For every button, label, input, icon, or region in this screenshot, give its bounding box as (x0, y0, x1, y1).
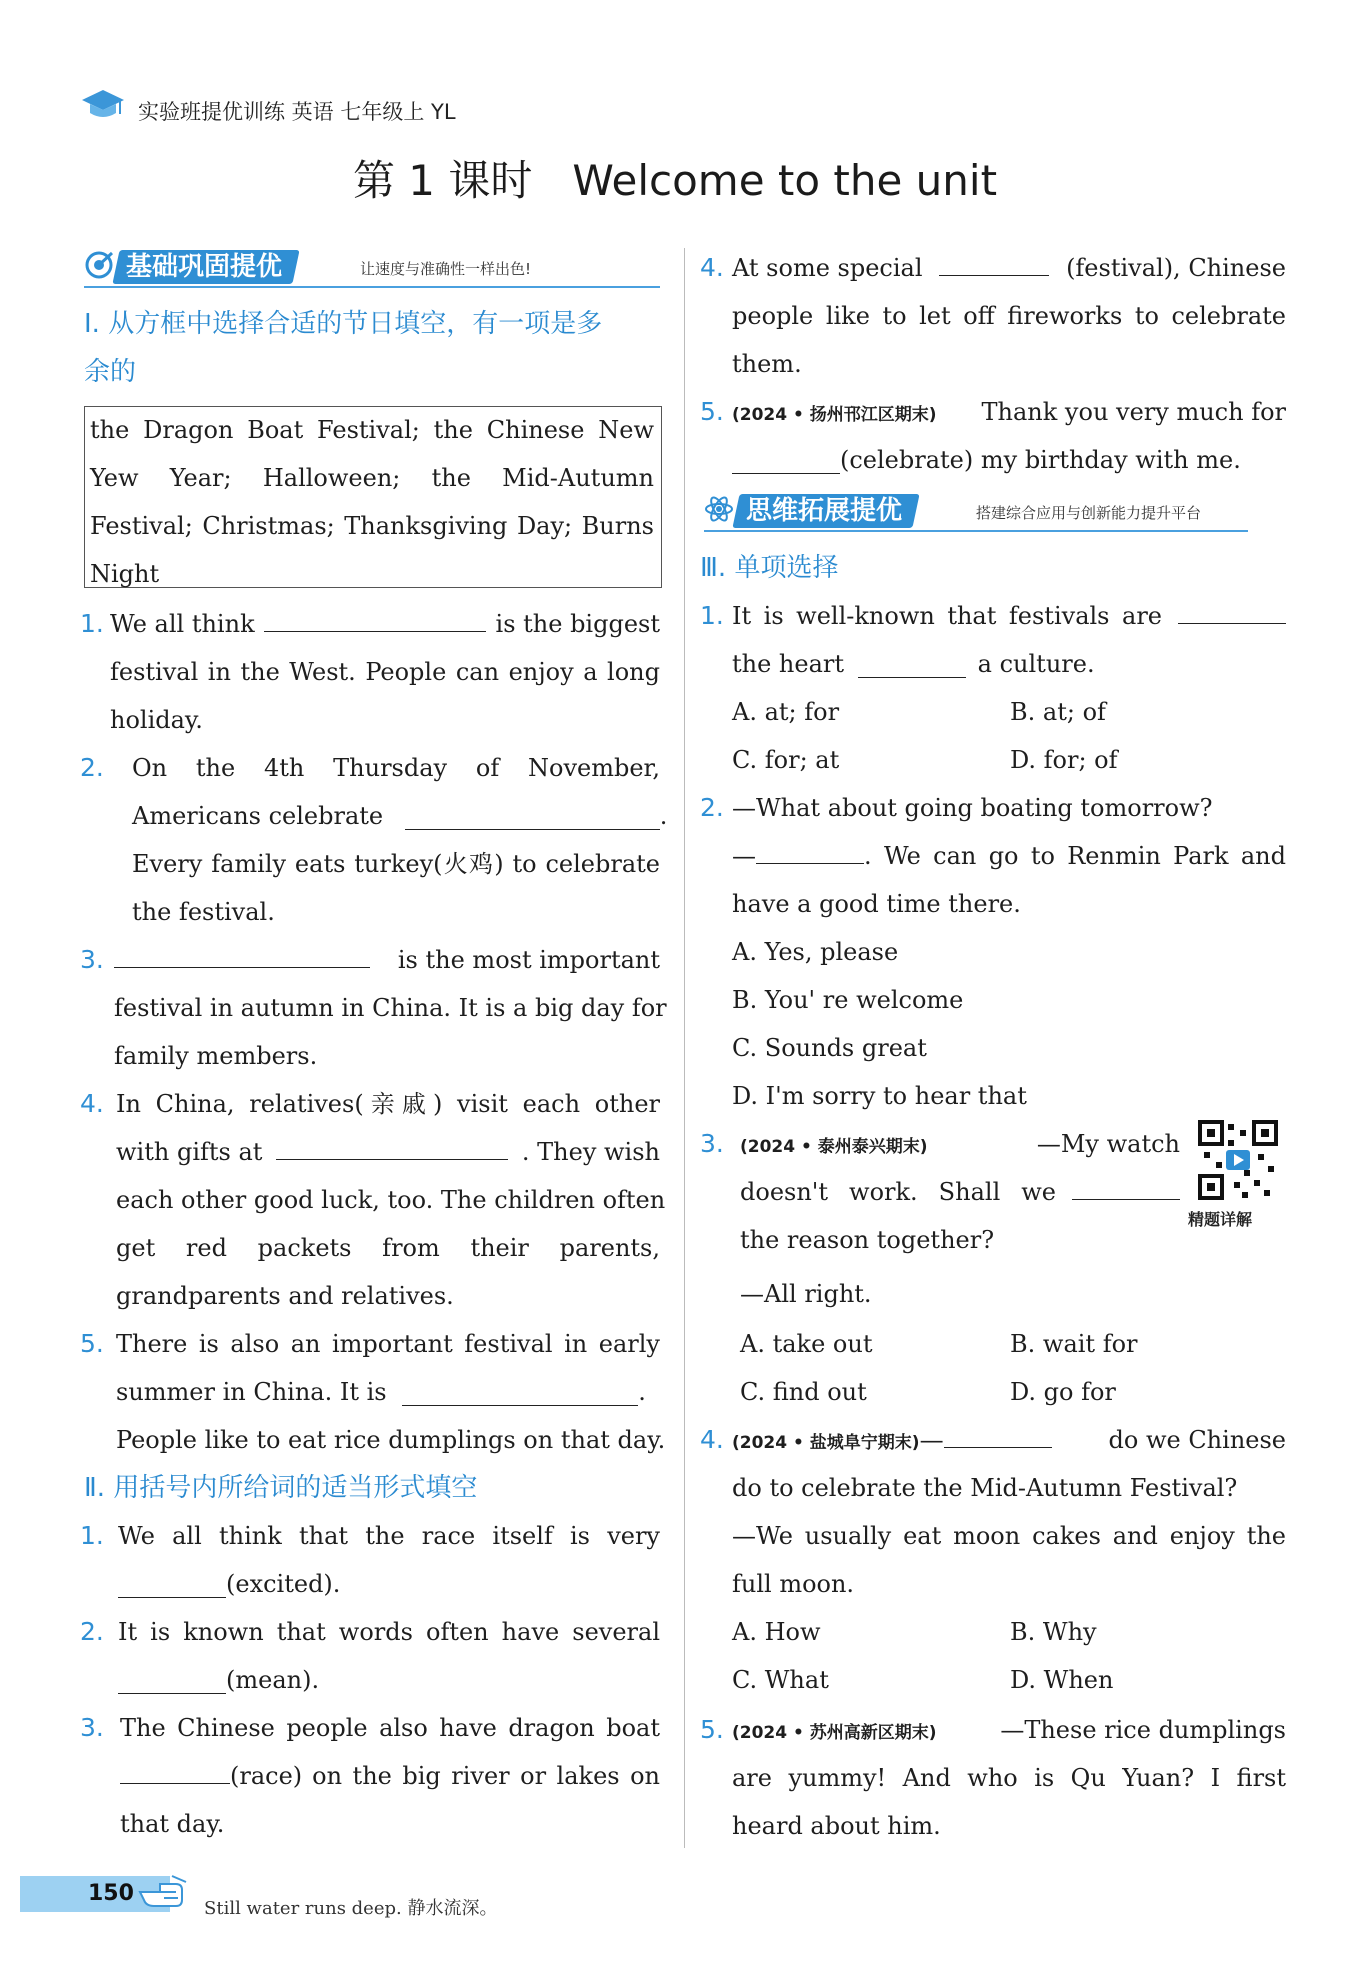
option-b[interactable]: B. Why (1010, 1618, 1097, 1646)
question-text: It is known that words often have several (118, 1618, 660, 1646)
section-tagline: 搭建综合应用与创新能力提升平台 (976, 504, 1202, 522)
answer-blank[interactable] (405, 799, 660, 830)
answer-blank[interactable] (264, 601, 486, 632)
question-text: people like to let off fireworks to celebrate (732, 302, 1286, 330)
question-text: family members. (114, 1042, 318, 1070)
question-text: We all think is the biggest (110, 600, 660, 648)
book-title: 实验班提优训练 英语 七年级上 YL (138, 100, 456, 124)
option-c[interactable]: C. What (732, 1666, 829, 1694)
option-d[interactable]: D. When (1010, 1666, 1114, 1694)
question-source: (2024 • 扬州邗江区期末) (732, 405, 937, 425)
part1-title-cont: 余的 (84, 357, 137, 387)
question-text: (mean). (118, 1656, 319, 1704)
question-text: (2024 • 盐城阜宁期末) — do we Chinese (732, 1416, 1286, 1467)
question-text: is the most important (114, 936, 660, 984)
question-number: 3. (80, 1713, 104, 1742)
question-number: 5. (700, 397, 724, 426)
option-a[interactable]: A. Yes, please (732, 938, 899, 966)
question-text: that day. (120, 1810, 225, 1838)
word-box-line: Festival; Christmas; Thanksgiving Day; Burns (90, 512, 654, 540)
question-text: — . We can go to Renmin Park and (732, 832, 1286, 880)
question-text: We all think that the race itself is very (118, 1522, 660, 1550)
section-banner-basic (84, 248, 660, 288)
qr-label: 精题详解 (1188, 1210, 1253, 1229)
question-text: holiday. (110, 706, 203, 734)
question-source: (2024 • 盐城阜宁期末) (732, 1433, 920, 1453)
answer-blank[interactable] (858, 647, 966, 678)
option-b[interactable]: B. You' re welcome (732, 986, 964, 1014)
question-text: the heart a culture. (732, 640, 1095, 688)
question-text: festival in the West. People can enjoy a long (110, 658, 660, 686)
page-number: 150 (88, 1881, 134, 1906)
column-divider (684, 248, 685, 1848)
question-text: People like to eat rice dumplings on that day. (116, 1426, 666, 1454)
section-label: 基础巩固提优 (126, 252, 283, 282)
option-c[interactable]: C. Sounds great (732, 1034, 927, 1062)
graduation-cap-icon (80, 88, 126, 122)
question-text: Americans celebrate . (132, 792, 667, 840)
question-text: summer in China. It is . (116, 1368, 646, 1416)
question-text: festival in autumn in China. It is a big day for (114, 994, 667, 1022)
question-text: (2024 • 扬州邗江区期末) Thank you very much for (732, 388, 1286, 439)
question-text: Every family eats turkey(火鸡) to celebrate (132, 850, 660, 878)
answer-blank[interactable] (276, 1129, 508, 1160)
question-text: (celebrate) my birthday with me. (732, 436, 1241, 484)
question-text: —We usually eat moon cakes and enjoy the (732, 1522, 1286, 1550)
option-c[interactable]: C. for; at (732, 746, 840, 774)
option-d[interactable]: D. I'm sorry to hear that (732, 1082, 1027, 1110)
question-number: 4. (80, 1089, 104, 1118)
question-text: each other good luck, too. The children often (116, 1186, 666, 1214)
atom-icon (704, 494, 734, 524)
question-text: —All right. (740, 1280, 872, 1308)
question-text: On the 4th Thursday of November, (132, 754, 660, 782)
question-text: (race) on the big river or lakes on (120, 1752, 660, 1800)
hand-drawing-icon (136, 1872, 188, 1912)
option-c[interactable]: C. find out (740, 1378, 867, 1406)
word-box-line: Night (90, 560, 160, 588)
question-number: 4. (700, 1425, 724, 1454)
question-number: 2. (80, 753, 104, 782)
question-text: the festival. (132, 898, 275, 926)
word-box-line: the Dragon Boat Festival; the Chinese New (90, 416, 654, 444)
answer-blank[interactable] (402, 1375, 638, 1406)
answer-blank[interactable] (118, 1663, 226, 1694)
question-number: 5. (80, 1329, 104, 1358)
question-text: —What about going boating tomorrow? (732, 794, 1213, 822)
question-number: 4. (700, 253, 724, 282)
question-number: 2. (700, 793, 724, 822)
answer-blank[interactable] (1072, 1169, 1180, 1200)
section-label: 思维拓展提优 (746, 496, 903, 526)
section-tagline: 让速度与准确性一样出色! (360, 260, 532, 278)
part1-title: Ⅰ. 从方框中选择合适的节日填空，有一项是多 (84, 309, 603, 339)
question-number: 1. (80, 1521, 104, 1550)
question-text: In China, relatives(亲戚) visit each other (116, 1090, 660, 1118)
question-text: It is well-known that festivals are (732, 592, 1286, 640)
answer-blank[interactable] (939, 245, 1049, 276)
section-banner-extend (704, 492, 1248, 532)
answer-blank[interactable] (118, 1567, 226, 1598)
option-d[interactable]: D. for; of (1010, 746, 1118, 774)
footer-motto: Still water runs deep. 静水流深。 (204, 1898, 498, 1919)
question-text: are yummy! And who is Qu Yuan? I first (732, 1764, 1286, 1792)
question-source: (2024 • 苏州高新区期末) (732, 1723, 937, 1743)
question-text: do to celebrate the Mid-Autumn Festival? (732, 1474, 1238, 1502)
target-icon (84, 250, 114, 280)
question-text: full moon. (732, 1570, 855, 1598)
option-a[interactable]: A. take out (740, 1330, 873, 1358)
question-number: 1. (80, 609, 104, 638)
answer-blank[interactable] (756, 833, 864, 864)
word-box-line: Yew Year; Halloween; the Mid-Autumn (90, 464, 654, 492)
option-b[interactable]: B. at; of (1010, 698, 1106, 726)
answer-blank[interactable] (120, 1753, 230, 1784)
qr-code-icon[interactable] (1198, 1120, 1278, 1200)
question-text: the reason together? (740, 1226, 995, 1254)
question-text: (2024 • 泰州泰兴期末) —My watch (740, 1120, 1180, 1171)
question-text: grandparents and relatives. (116, 1282, 454, 1310)
question-text: get red packets from their parents, (116, 1234, 660, 1262)
part3-title: Ⅲ. 单项选择 (700, 553, 839, 583)
question-text: them. (732, 350, 802, 378)
question-text: doesn't work. Shall we (740, 1168, 1180, 1216)
question-number: 3. (80, 945, 104, 974)
question-text: There is also an important festival in early (116, 1330, 660, 1358)
option-b[interactable]: B. wait for (1010, 1330, 1138, 1358)
question-text: (excited). (118, 1560, 340, 1608)
question-number: 3. (700, 1129, 724, 1158)
question-text: have a good time there. (732, 890, 1021, 918)
question-number: 5. (700, 1715, 724, 1744)
lesson-title: 第 1 课时 Welcome to the unit (352, 156, 998, 205)
question-text: At some special (festival), Chinese (732, 244, 1286, 292)
option-a[interactable]: A. How (732, 1618, 821, 1646)
answer-blank[interactable] (114, 937, 370, 968)
question-number: 1. (700, 601, 724, 630)
answer-blank[interactable] (732, 443, 840, 474)
question-number: 2. (80, 1617, 104, 1646)
question-text: with gifts at . They wish (116, 1128, 660, 1176)
part2-title: Ⅱ. 用括号内所给词的适当形式填空 (84, 1473, 478, 1503)
question-text: heard about him. (732, 1812, 941, 1840)
question-text: (2024 • 苏州高新区期末) —These rice dumplings (732, 1706, 1286, 1757)
answer-blank[interactable] (1178, 593, 1286, 624)
answer-blank[interactable] (944, 1417, 1052, 1448)
question-source: (2024 • 泰州泰兴期末) (740, 1137, 928, 1157)
option-a[interactable]: A. at; for (732, 698, 840, 726)
question-text: The Chinese people also have dragon boat (120, 1714, 660, 1742)
option-d[interactable]: D. go for (1010, 1378, 1116, 1406)
